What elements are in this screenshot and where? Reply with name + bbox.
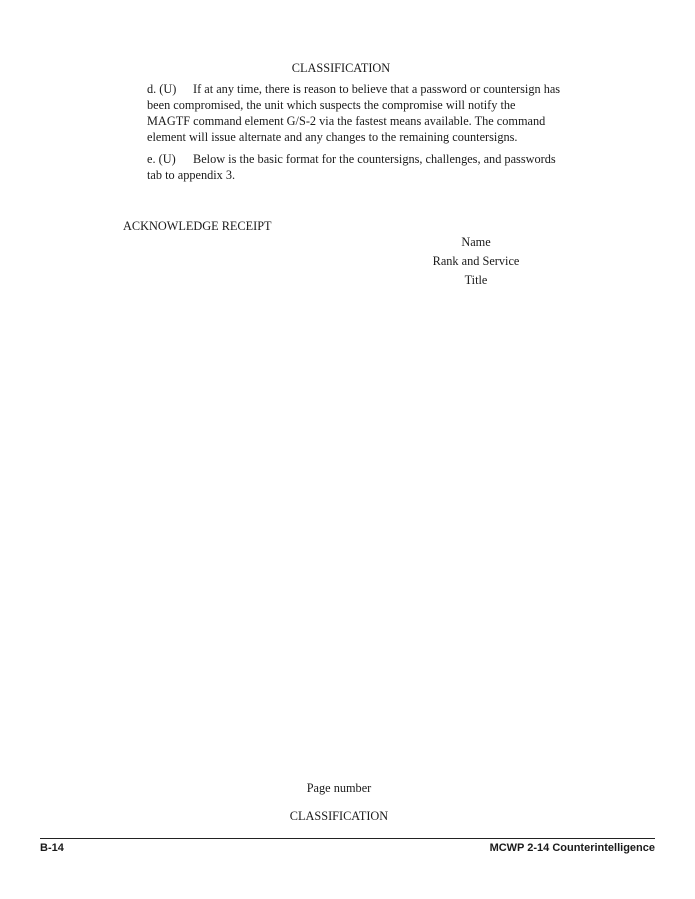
paragraph-d-line-2: been compromised, the unit which suspects the compromise will notify the: [147, 98, 516, 112]
footer-rule: [40, 838, 655, 839]
paragraph-e-label: e. (U): [147, 152, 176, 166]
paragraph-d-line-3: MAGTF command element G/S-2 via the fastest means available. The command: [147, 114, 546, 128]
paragraph-e-line-2: tab to appendix 3.: [147, 168, 236, 182]
paragraph-d-line-1: [147, 81, 562, 97]
paragraph-d-line-4: element will issue alternate and any changes to the remaining countersigns.: [147, 130, 518, 144]
paragraph-e-line-1: [147, 151, 562, 167]
acknowledge-receipt: ACKNOWLEDGE RECEIPT: [123, 219, 272, 233]
paragraph-e: [147, 151, 562, 183]
signature-rank: Rank and Service: [432, 254, 520, 268]
signature-name: Name: [461, 235, 491, 249]
paragraph-d: [147, 81, 562, 145]
footer-publication-title: MCWP 2-14 Counterintelligence: [489, 842, 655, 854]
paragraph-e-line-1-text: Below is the basic format for the countersigns, challenges, and passwords: [193, 152, 556, 166]
paragraph-d-label: d. (U): [147, 82, 177, 96]
signature-title: Title: [464, 273, 488, 287]
footer-page-id: B-14: [40, 842, 64, 854]
signature-block: [406, 233, 546, 290]
paragraph-d-line-1-text: If at any time, there is reason to believe that a password or countersign has: [193, 82, 561, 96]
footer-classification: CLASSIFICATION: [289, 809, 389, 823]
header-classification: CLASSIFICATION: [291, 61, 391, 75]
page-number: Page number: [306, 781, 372, 795]
